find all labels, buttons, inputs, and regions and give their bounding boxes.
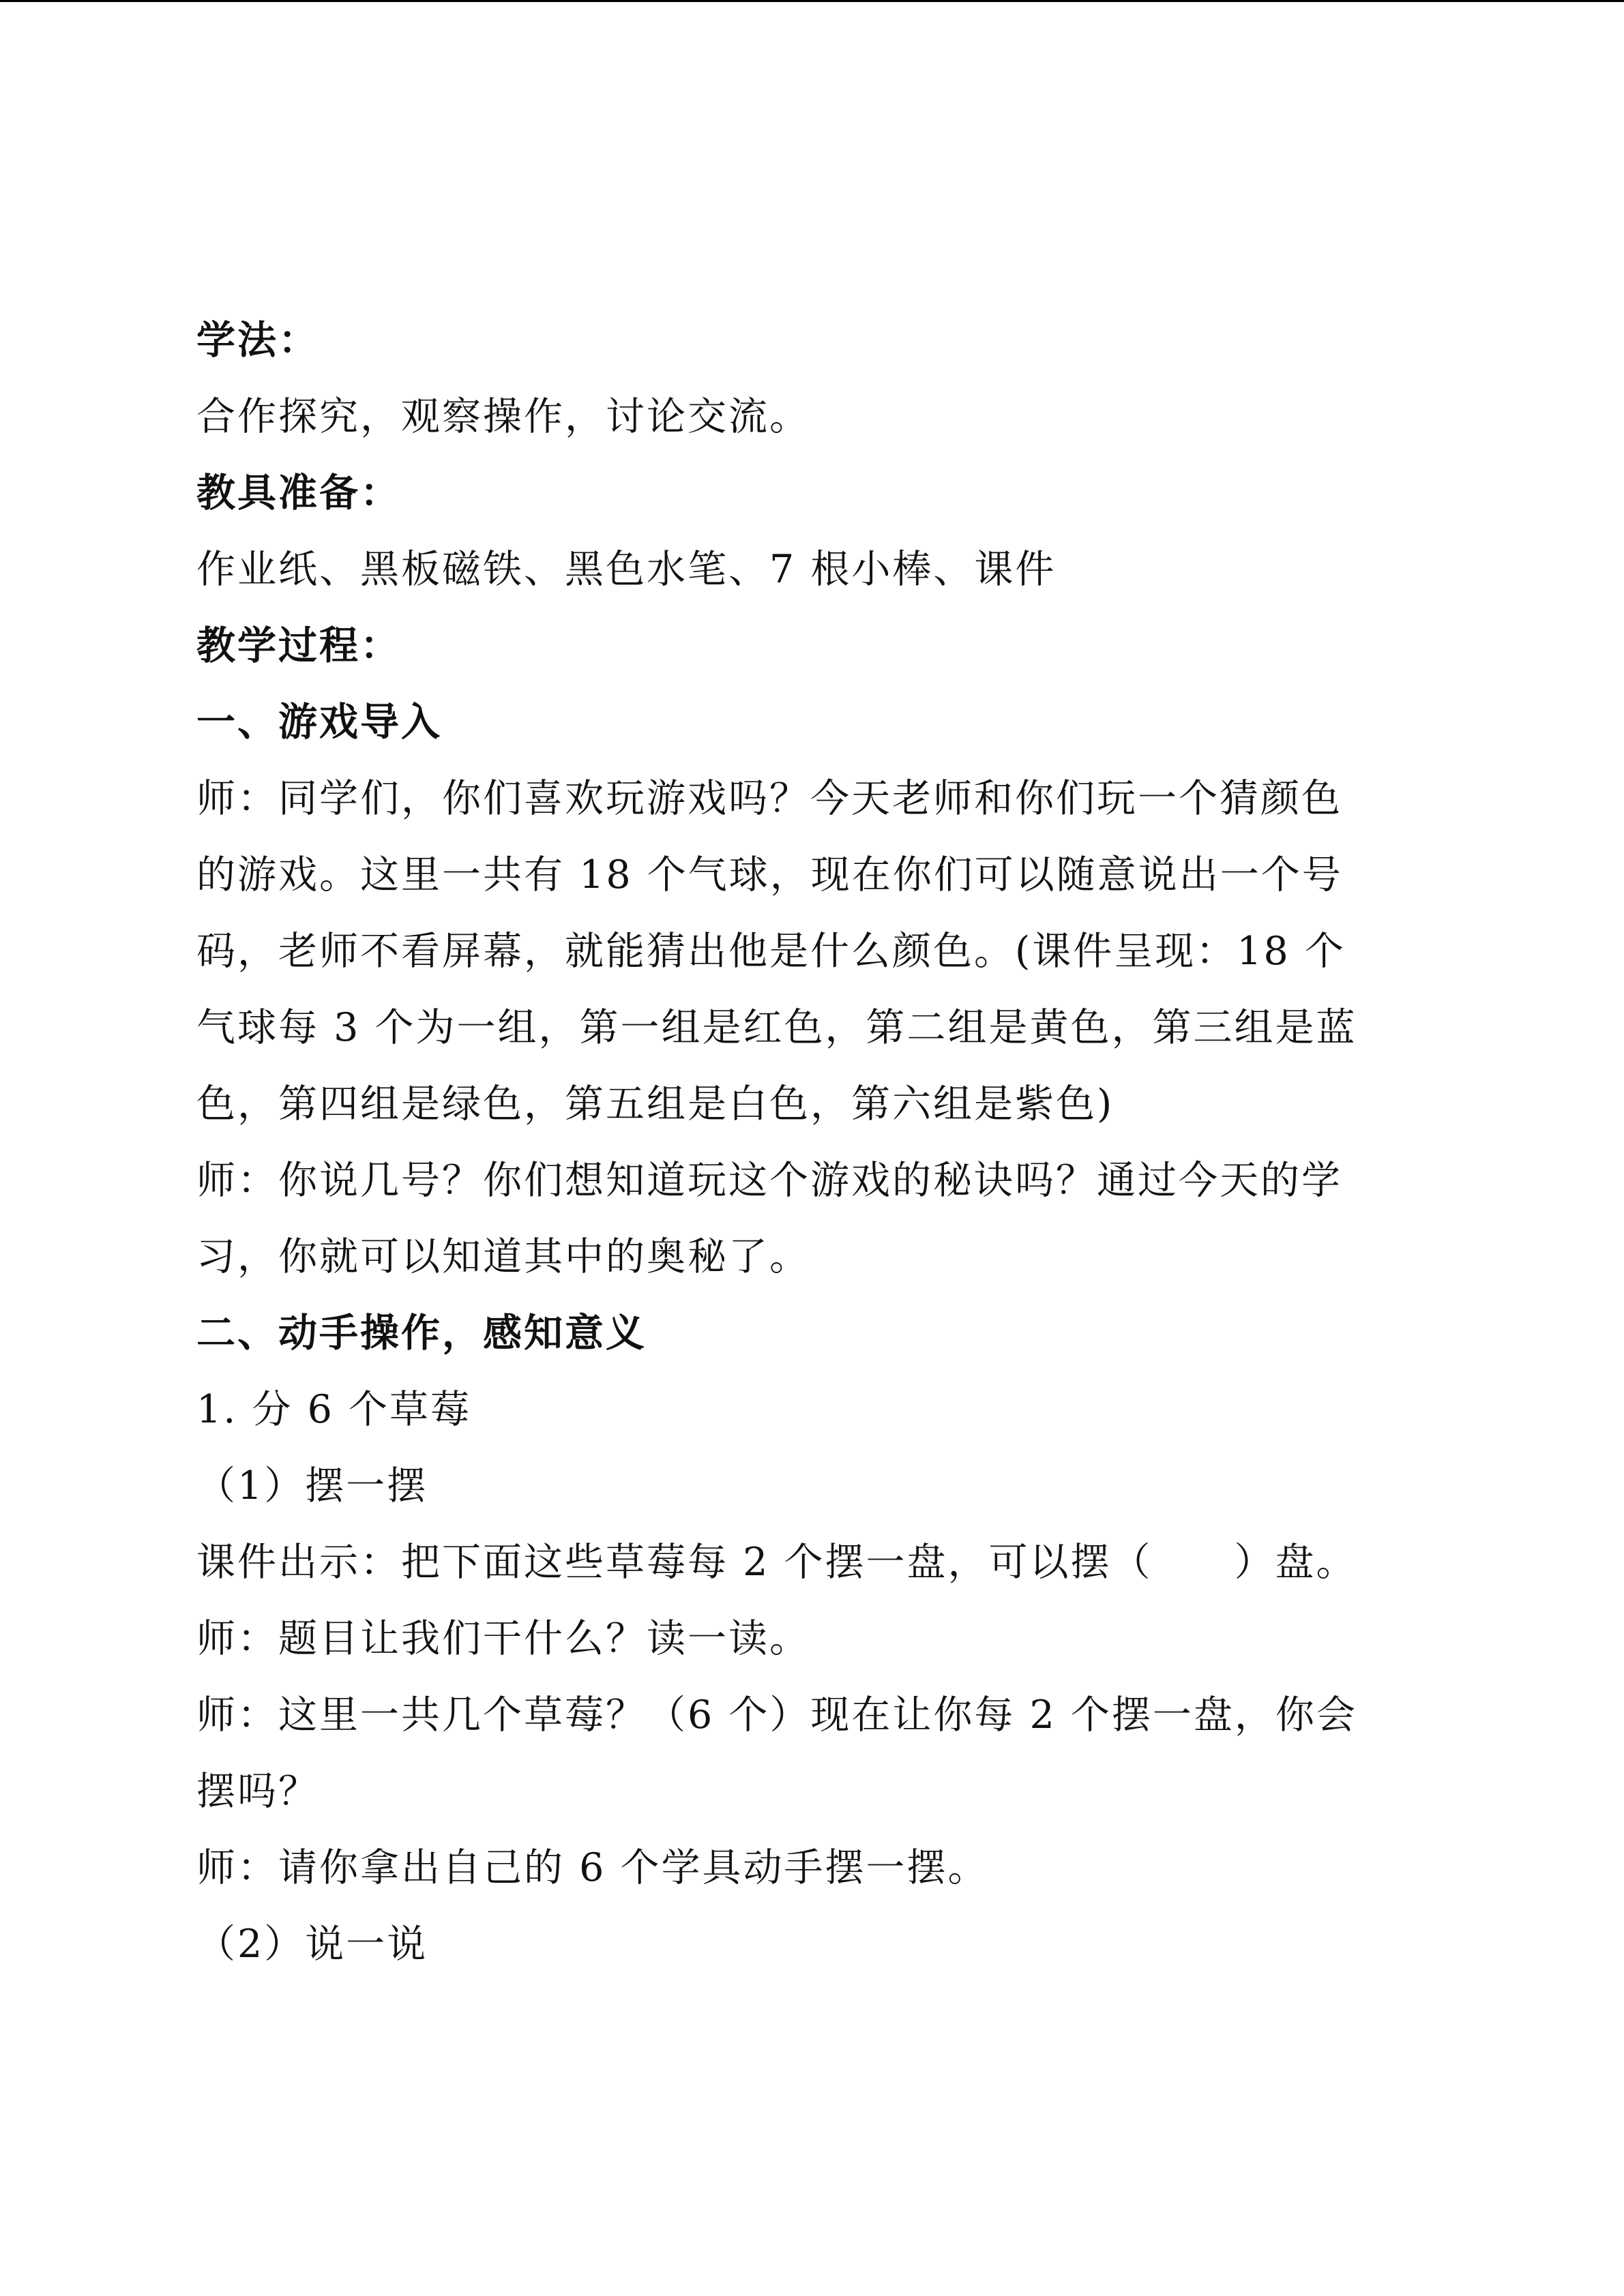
paragraph-line: 的游戏。这里一共有 18 个气球，现在你们可以随意说出一个号: [196, 852, 1343, 897]
paragraph-line: 师：你说几号？你们想知道玩这个游戏的秘诀吗？通过今天的学: [196, 1158, 1342, 1203]
teacher-line-3: 师：请你拿出自己的 6 个学具动手摆一摆。: [196, 1845, 989, 1890]
sub-item-1: （1）摆一摆: [196, 1463, 428, 1508]
paragraph-line: 习，你就可以知道其中的奥秘了。: [196, 1234, 810, 1279]
study-method-text: 合作探究，观察操作，讨论交流。: [196, 394, 810, 439]
section2-heading: 二、动手操作，感知意义: [196, 1311, 647, 1356]
paragraph-line: 师：这里一共几个草莓？（6 个）现在让你每 2 个摆一盘，你会: [196, 1693, 1357, 1738]
section1-heading: 一、游戏导入: [196, 700, 442, 745]
process-heading: 教学过程：: [196, 623, 401, 668]
teacher-line-2: [196, 1677, 1424, 1830]
materials-text: 作业纸、黑板磁铁、黑色水笔、7 根小棒、课件: [196, 547, 1057, 592]
paragraph-line: 码，老师不看屏幕，就能猜出他是什么颜色。(课件呈现：18 个: [196, 929, 1346, 974]
section1-paragraph-2: [196, 1142, 1424, 1295]
paragraph-line: 师：同学们，你们喜欢玩游戏吗？今天老师和你们玩一个猜颜色: [196, 776, 1342, 821]
paragraph-line: 气球每 3 个为一组，第一组是红色，第二组是黄色，第三组是蓝: [196, 1005, 1357, 1050]
materials-heading: 教具准备：: [196, 471, 401, 516]
page-content: [196, 302, 1424, 1982]
courseware-prompt: 课件出示：把下面这些草莓每 2 个摆一盘，可以摆（ ）盘。: [196, 1540, 1357, 1585]
paragraph-line: 摆吗？: [196, 1769, 319, 1814]
teacher-line-1: 师：题目让我们干什么？读一读。: [196, 1616, 810, 1661]
paragraph-line: 色，第四组是绿色，第五组是白色，第六组是紫色): [196, 1082, 1114, 1127]
item-1: 1. 分 6 个草莓: [196, 1387, 472, 1432]
sub-item-2: （2）说一说: [196, 1922, 428, 1967]
study-method-heading: 学法：: [196, 318, 319, 363]
section1-paragraph-1: [196, 760, 1424, 1142]
